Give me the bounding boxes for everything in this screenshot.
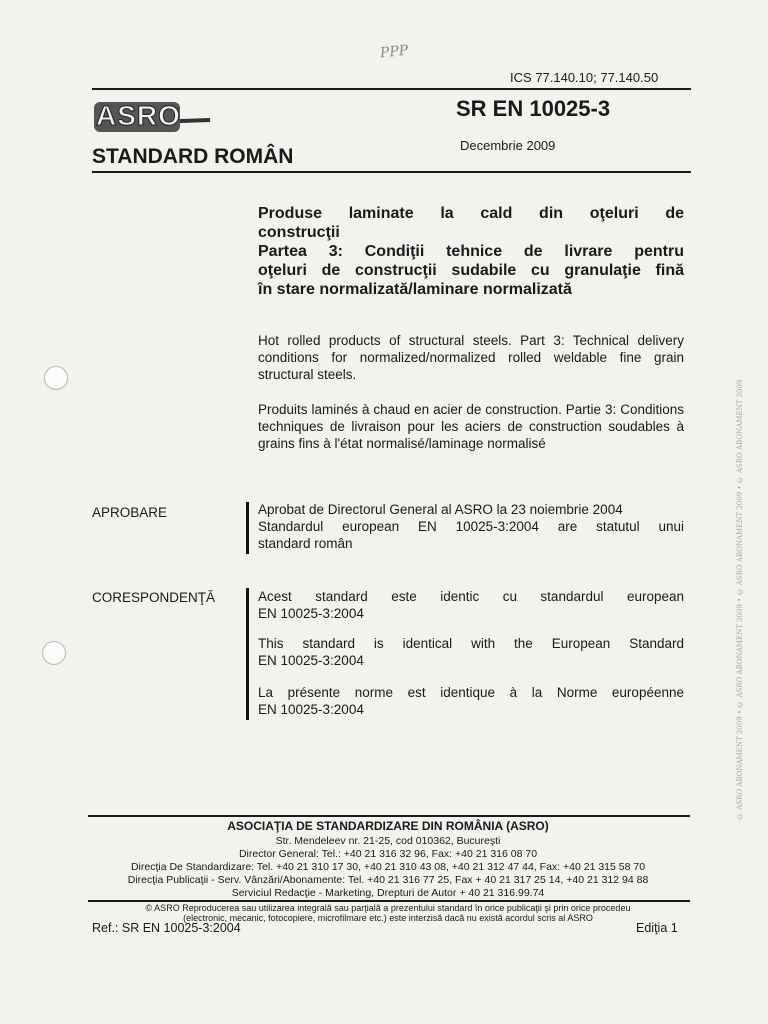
correspondence-ro-line2: EN 10025-3:2004 (258, 606, 364, 621)
correspondence-fr-line2: EN 10025-3:2004 (258, 702, 364, 717)
footer-standardization: Direcţia De Standardizare: Tel. +40 21 310 17 30, +40 21 310 43 08, +40 21 312 47 44, Fax: +40 21 315 58 70 (130, 861, 646, 873)
approval-label: APROBARE (92, 505, 168, 520)
footer-top-rule (88, 815, 690, 817)
approval-text (258, 501, 684, 552)
subscription-watermark: © ASRO ABONAMENT 2009 • © ASRO ABONAMENT 2009 • © ASRO ABONAMENT 2009 • © ASRO ABONAMENT 2009 (736, 379, 744, 820)
correspondence-bar (246, 588, 249, 720)
approval-bar (246, 502, 249, 554)
title-ro-line2: construcţii (258, 224, 340, 241)
title-ro (258, 204, 684, 299)
standard-country-label: STANDARD ROMÂN (92, 145, 294, 168)
correspondence-en (258, 635, 684, 669)
binder-hole-bottom (42, 641, 66, 665)
approval-line3: standard român (258, 536, 353, 551)
correspondence-fr (258, 684, 684, 718)
approval-line1: Aprobat de Directorul General al ASRO la 23 noiembrie 2004 (258, 502, 623, 517)
footer-org-name: ASOCIAŢIA DE STANDARDIZARE DIN ROMÂNIA (ASRO) (227, 819, 549, 833)
footer-publications: Direcţia Publicaţii - Serv. Vânzări/Abonamente: Tel. +40 21 316 77 25, Fax + 40 21 317 25 14, +40 21 312 94 88 (127, 874, 649, 886)
title-en: Hot rolled products of structural steels. Part 3: Technical delivery conditions for normalized/normalized rolled weldable fine grain structural steels. (258, 333, 684, 382)
handwritten-mark: PPP (379, 42, 410, 62)
asro-logo (92, 96, 212, 140)
correspondence-ro-line1: Acest standard este identic cu standardul european (258, 589, 684, 604)
asro-logo-text: ASRO (96, 100, 181, 131)
footer-copyright-line1: © ASRO Reproducerea sau utilizarea integrală sau parţială a prezentului standard în orice publicaţii şi prin orice procedeu (145, 903, 631, 913)
correspondence-en-line2: EN 10025-3:2004 (258, 653, 364, 668)
title-ro-part-line2: oţeluri de construcţii sudabile cu granulaţie fină (258, 262, 684, 279)
approval-line2: Standardul european EN 10025-3:2004 are statutul unui (258, 519, 684, 534)
footer-edition: Ediţia 1 (636, 921, 678, 935)
footer-editorial: Serviciul Redacţie - Marketing, Drepturi de Autor + 40 21 316.99.74 (231, 887, 545, 899)
correspondence-fr-line1: La présente norme est identique à la Norme européenne (258, 685, 684, 700)
standard-number: SR EN 10025-3 (456, 96, 611, 121)
footer-director: Director General: Tel.: +40 21 316 32 96, Fax: +40 21 316 08 70 (238, 848, 538, 860)
ics-code: ICS 77.140.10; 77.140.50 (510, 70, 659, 85)
correspondence-ro (258, 588, 684, 622)
footer-copyright-line2: (electronic, mecanic, fotocopiere, microfilmare etc.) este interzisă dacă nu există acordul scris al ASRO (183, 913, 593, 923)
correspondence-en-line1: This standard is identical with the European Standard (258, 636, 684, 651)
title-ro-part-line3: în stare normalizată/laminare normalizată (258, 281, 572, 298)
footer-reference: Ref.: SR EN 10025-3:2004 (92, 921, 241, 935)
title-ro-part-line1: Partea 3: Condiţii tehnice de livrare pentru (258, 243, 684, 260)
publication-date: Decembrie 2009 (460, 138, 556, 153)
title-ro-line1: Produse laminate la cald din oţeluri de (258, 205, 684, 222)
correspondence-label: CORESPONDENŢĂ (92, 590, 216, 605)
title-fr: Produits laminés à chaud en acier de construction. Partie 3: Conditions techniques de livraison pour les aciers de construction soudables à grains fins à l'état normalisé/laminage normalisé (258, 402, 684, 451)
footer-address: Str. Mendeleev nr. 21-25, cod 010362, Bucureşti (275, 835, 501, 847)
footer-middle-rule (88, 900, 690, 902)
binder-hole-top (44, 366, 68, 390)
header-top-rule (92, 88, 691, 90)
header-bottom-rule (92, 171, 691, 173)
